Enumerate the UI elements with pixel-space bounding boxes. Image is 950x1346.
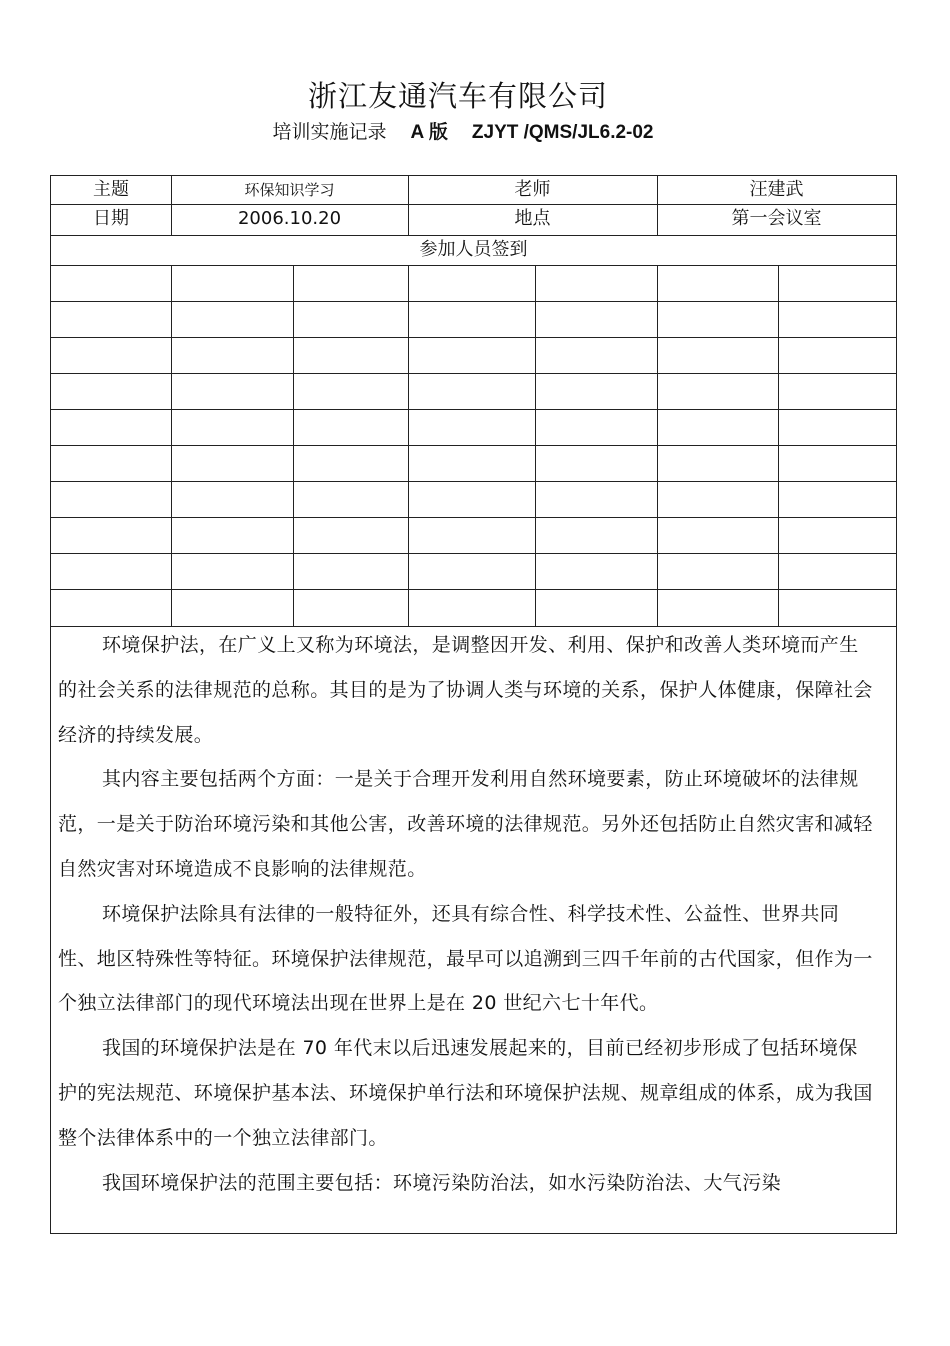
- version-label: A 版: [410, 122, 448, 143]
- teacher-value: 汪建武: [749, 179, 804, 200]
- content-paragraph: 我国的环境保护法是在 70 年代末以后迅速发展起来的，目前已经初步形成了包括环境保护的宪法规范、环境保护基本法、环境保护单行法和环境保护法规、规章组成的体系，成为我国整个法律体系中的一个独立法律部门。: [58, 1037, 873, 1149]
- document-code: ZJYT /QMS/JL6.2-02: [471, 122, 654, 143]
- date-label: 日期: [93, 208, 129, 229]
- content-paragraph: 环境保护法除具有法律的一般特征外，还具有综合性、科学技术性、公益性、世界共同性、地区特殊性等特征。环境保护法律规范，最早可以追溯到三四千年前的古代国家，但作为一个独立法律部门的现代环境法出现在世界上是在 20 世纪六七十年代。: [58, 902, 873, 1015]
- grid-row-line: [51, 301, 896, 302]
- record-name: 培训实施记录: [272, 121, 387, 143]
- grid-col-line: [778, 265, 779, 626]
- training-content: [58, 623, 876, 1205]
- location-value: 第一会议室: [731, 208, 822, 229]
- grid-row-line: [51, 409, 896, 410]
- topic-value: 环保知识学习: [244, 181, 335, 199]
- teacher-label: 老师: [514, 179, 551, 200]
- grid-col-line: [535, 265, 536, 626]
- grid-row-line: [51, 553, 896, 554]
- grid-row-line: [51, 481, 896, 482]
- training-record-form: [50, 175, 897, 1234]
- grid-row-line: [51, 589, 896, 590]
- row-divider: [51, 265, 896, 266]
- topic-label: 主题: [93, 179, 129, 200]
- grid-col-line: [408, 265, 409, 626]
- content-paragraph: 我国环境保护法的范围主要包括：环境污染防治法，如水污染防治法、大气污染: [102, 1171, 782, 1194]
- grid-row-line: [51, 445, 896, 446]
- grid-col-line: [657, 265, 658, 626]
- content-paragraph: 环境保护法，在广义上又称为环境法，是调整因开发、利用、保护和改善人类环境而产生的社会关系的法律规范的总称。其目的是为了协调人类与环境的关系，保护人体健康，保障社会经济的持续发展。: [58, 634, 873, 746]
- company-title: 浙江友通汽车有限公司: [307, 79, 608, 113]
- grid-row-line: [51, 373, 896, 374]
- location-label: 地点: [514, 208, 551, 229]
- grid-row-line: [51, 337, 896, 338]
- grid-col-line: [293, 265, 294, 626]
- signin-label: 参加人员签到: [419, 239, 528, 260]
- date-value: 2006.10.20: [237, 208, 342, 229]
- grid-row-line: [51, 517, 896, 518]
- grid-col-line: [171, 265, 172, 626]
- document-subtitle: [0, 117, 926, 144]
- content-paragraph: 其内容主要包括两个方面：一是关于合理开发利用自然环境要素，防止环境破坏的法律规范，一是关于防治环境污染和其他公害，改善环境的法律规范。另外还包括防止自然灾害和减轻自然灾害对环境造成不良影响的法律规范。: [58, 768, 873, 880]
